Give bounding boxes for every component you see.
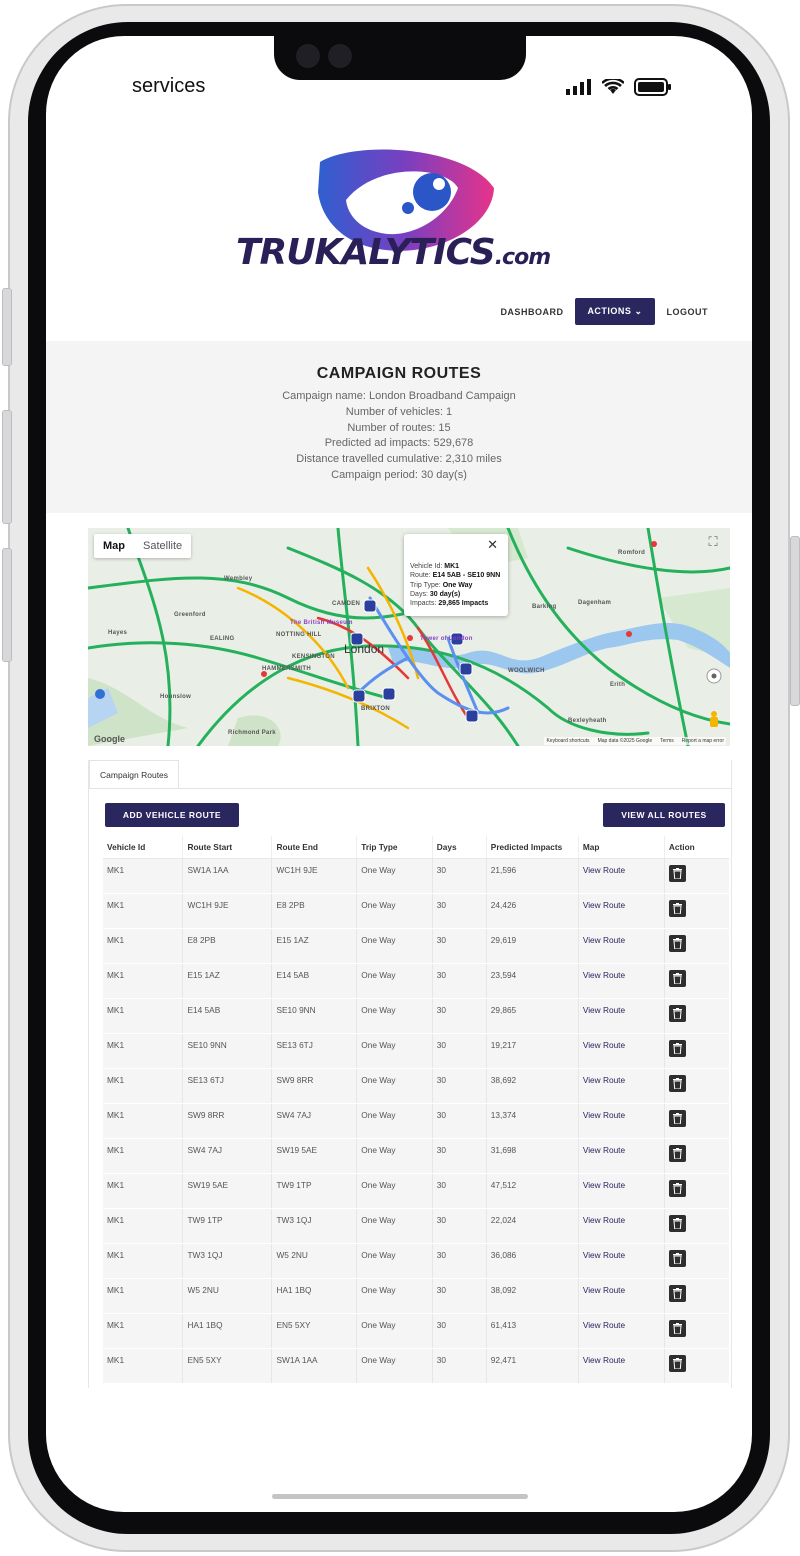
route-start-cell: TW3 1QJ: [183, 1244, 272, 1279]
vehicle-id-cell: MK1: [103, 1104, 183, 1139]
map-info-window: [404, 534, 508, 616]
view-route-link[interactable]: View Route: [578, 1244, 664, 1279]
route-end-cell: E14 5AB: [272, 964, 357, 999]
info-route-label: Route:: [410, 572, 433, 580]
map-label-richmond: Richmond Park: [228, 730, 276, 736]
table-row: [103, 1209, 729, 1244]
trash-icon[interactable]: [669, 1180, 686, 1197]
add-vehicle-route-button[interactable]: ADD VEHICLE ROUTE: [105, 803, 239, 827]
trip-type-cell: One Way: [357, 964, 433, 999]
trip-type-cell: One Way: [357, 929, 433, 964]
map-label-hounslow: Hounslow: [160, 694, 192, 700]
vehicle-id-cell: MK1: [103, 1209, 183, 1244]
logo-suffix: .com: [494, 245, 551, 270]
view-route-link[interactable]: View Route: [578, 999, 664, 1034]
vehicle-id-cell: MK1: [103, 1244, 183, 1279]
google-logo: Google: [94, 734, 125, 744]
status-icons: [566, 78, 672, 96]
column-header: Vehicle Id: [103, 836, 183, 859]
map-footer: [544, 737, 726, 745]
trash-icon[interactable]: [669, 1215, 686, 1232]
column-header: Trip Type: [357, 836, 433, 859]
route-end-cell: TW9 1TP: [272, 1174, 357, 1209]
route-end-cell: E15 1AZ: [272, 929, 357, 964]
trash-icon[interactable]: [669, 1005, 686, 1022]
map-label-brixton: BRIXTON: [361, 706, 390, 712]
action-cell: [664, 1244, 729, 1279]
wifi-icon: [602, 79, 624, 95]
route-map[interactable]: [88, 528, 730, 746]
trip-type-cell: One Way: [357, 859, 433, 894]
impacts-cell: 13,374: [486, 1104, 578, 1139]
vehicle-id-cell: MK1: [103, 1174, 183, 1209]
info-vehicle-label: Vehicle Id:: [410, 563, 445, 570]
table-row: [103, 1104, 729, 1139]
action-cell: [664, 894, 729, 929]
map-label-hayes: Hayes: [108, 630, 128, 636]
route-start-cell: SW4 7AJ: [183, 1139, 272, 1174]
info-vehicle: MK1: [444, 563, 460, 570]
table-row: [103, 929, 729, 964]
route-start-cell: WC1H 9JE: [183, 894, 272, 929]
impacts-cell: 38,092: [486, 1279, 578, 1314]
view-route-link[interactable]: View Route: [578, 929, 664, 964]
trash-icon[interactable]: [669, 1145, 686, 1162]
trash-icon[interactable]: [669, 1285, 686, 1302]
days-cell: 30: [432, 894, 486, 929]
days-cell: 30: [432, 859, 486, 894]
brand-logo-text: [236, 232, 550, 273]
action-cell: [664, 859, 729, 894]
route-end-cell: EN5 5XY: [272, 1314, 357, 1349]
impacts-cell: 29,619: [486, 929, 578, 964]
fullscreen-icon[interactable]: ⛶: [708, 534, 718, 549]
view-route-link[interactable]: View Route: [578, 1174, 664, 1209]
impacts-cell: 38,692: [486, 1069, 578, 1104]
route-start-cell: HA1 1BQ: [183, 1314, 272, 1349]
report-map-error-link[interactable]: Report a map error: [681, 738, 724, 744]
days-cell: 30: [432, 1139, 486, 1174]
route-end-cell: TW3 1QJ: [272, 1209, 357, 1244]
notch: [274, 36, 526, 80]
map-label-ealing: EALING: [210, 636, 235, 642]
battery-icon: [634, 78, 672, 96]
map-label-tower[interactable]: Tower of London: [420, 636, 473, 642]
map-tab-satellite[interactable]: Satellite: [143, 540, 183, 552]
map-label-romford: Romford: [618, 550, 646, 556]
home-indicator[interactable]: [272, 1494, 528, 1499]
column-header: Route Start: [183, 836, 272, 859]
trash-icon[interactable]: [669, 1320, 686, 1337]
action-cell: [664, 999, 729, 1034]
route-start-cell: SW1A 1AA: [183, 859, 272, 894]
map-label-notting-hill: NOTTING HILL: [276, 632, 322, 638]
info-trip: One Way: [442, 581, 473, 589]
volume-up-button: [2, 410, 12, 524]
table-row: [103, 1349, 729, 1384]
impacts-cell: 19,217: [486, 1034, 578, 1069]
map-label-kensington: KENSINGTON: [292, 654, 335, 660]
table-row: [103, 964, 729, 999]
route-end-cell: WC1H 9JE: [272, 859, 357, 894]
trash-icon[interactable]: [669, 900, 686, 917]
impacts-cell: 29,865: [486, 999, 578, 1034]
nav-logout[interactable]: LOGOUT: [666, 306, 708, 317]
mute-switch: [2, 288, 12, 366]
trip-type-cell: One Way: [357, 999, 433, 1034]
map-label-woolwich: WOOLWICH: [508, 668, 545, 674]
campaign-name: Campaign name: London Broadband Campaign: [282, 390, 516, 402]
info-trip-label: Trip Type:: [410, 581, 443, 589]
table-row: [103, 999, 729, 1034]
column-header: Action: [664, 836, 729, 859]
impacts-cell: 23,594: [486, 964, 578, 999]
info-days: 30 day(s): [429, 590, 461, 598]
vehicle-id-cell: MK1: [103, 1139, 183, 1174]
action-cell: [664, 1104, 729, 1139]
routes-table: [103, 836, 729, 1384]
close-icon[interactable]: ✕: [487, 537, 498, 552]
logo-main: TRUKALYTICS: [236, 232, 495, 273]
column-header: Map: [578, 836, 664, 859]
days-cell: 30: [432, 964, 486, 999]
trip-type-cell: One Way: [357, 1244, 433, 1279]
route-start-cell: E8 2PB: [183, 929, 272, 964]
route-end-cell: HA1 1BQ: [272, 1279, 357, 1314]
impacts-cell: 92,471: [486, 1349, 578, 1384]
trip-type-cell: One Way: [357, 1314, 433, 1349]
route-end-cell: E8 2PB: [272, 894, 357, 929]
map-label-dagenham: Dagenham: [578, 600, 612, 606]
route-start-cell: E14 5AB: [183, 999, 272, 1034]
map-tab-map[interactable]: Map: [103, 540, 125, 552]
trip-type-cell: One Way: [357, 894, 433, 929]
trash-icon[interactable]: [669, 970, 686, 987]
view-route-link[interactable]: View Route: [578, 1349, 664, 1384]
map-label-bexleyheath: Bexleyheath: [568, 718, 607, 724]
trash-icon[interactable]: [669, 1110, 686, 1127]
days-cell: 30: [432, 1349, 486, 1384]
column-header: Route End: [272, 836, 357, 859]
map-label-greenford: Greenford: [174, 612, 206, 618]
route-start-cell: TW9 1TP: [183, 1209, 272, 1244]
nav-actions-dropdown[interactable]: [575, 298, 654, 325]
route-count: Number of routes: 15: [347, 421, 451, 434]
view-route-link[interactable]: View Route: [578, 1314, 664, 1349]
vehicle-id-cell: MK1: [103, 929, 183, 964]
action-cell: [664, 1349, 729, 1384]
days-cell: 30: [432, 1279, 486, 1314]
vehicle-id-cell: MK1: [103, 1034, 183, 1069]
days-cell: 30: [432, 1244, 486, 1279]
table-row: [103, 1244, 729, 1279]
pegman-icon[interactable]: [708, 710, 720, 730]
route-start-cell: SE13 6TJ: [183, 1069, 272, 1104]
info-route: E14 5AB - SE10 9NN: [432, 572, 501, 580]
vehicle-id-cell: MK1: [103, 1349, 183, 1384]
action-cell: [664, 929, 729, 964]
volume-down-button: [2, 548, 12, 662]
days-cell: 30: [432, 1069, 486, 1104]
phone-screen: [46, 36, 752, 1512]
route-start-cell: SW9 8RR: [183, 1104, 272, 1139]
map-label-british-museum[interactable]: The British Museum: [290, 620, 353, 626]
impacts-cell: 24,426: [486, 894, 578, 929]
map-label-london: London: [344, 642, 385, 656]
table-row: [103, 1174, 729, 1209]
chevron-down-icon: ⌄: [634, 306, 643, 316]
days-cell: 30: [432, 929, 486, 964]
action-cell: [664, 1209, 729, 1244]
page-title: CAMPAIGN ROUTES: [316, 365, 482, 382]
impacts-cell: 47,512: [486, 1174, 578, 1209]
table-header-row: [103, 836, 729, 859]
route-end-cell: SE10 9NN: [272, 999, 357, 1034]
vehicle-id-cell: MK1: [103, 894, 183, 929]
route-end-cell: SW19 5AE: [272, 1139, 357, 1174]
action-cell: [664, 1069, 729, 1104]
routes-panel: [88, 760, 732, 1388]
table-body: [103, 859, 729, 1384]
action-cell: [664, 1279, 729, 1314]
tab-campaign-routes[interactable]: Campaign Routes: [89, 760, 179, 789]
trash-icon[interactable]: [669, 1250, 686, 1267]
trip-type-cell: One Way: [357, 1069, 433, 1104]
vehicle-id-cell: MK1: [103, 964, 183, 999]
column-header: Days: [432, 836, 486, 859]
trip-type-cell: One Way: [357, 1349, 433, 1384]
trip-type-cell: One Way: [357, 1174, 433, 1209]
nav-dashboard[interactable]: DASHBOARD: [500, 306, 564, 317]
location-icon[interactable]: [706, 668, 722, 684]
days-cell: 30: [432, 1034, 486, 1069]
route-start-cell: E15 1AZ: [183, 964, 272, 999]
camera-icon: [296, 44, 320, 68]
view-route-link[interactable]: View Route: [578, 894, 664, 929]
trip-type-cell: One Way: [357, 1034, 433, 1069]
action-cell: [664, 1174, 729, 1209]
vehicle-count: Number of vehicles: 1: [345, 405, 453, 418]
route-end-cell: SW1A 1AA: [272, 1349, 357, 1384]
vehicle-id-cell: MK1: [103, 1279, 183, 1314]
info-impacts-label: Impacts:: [410, 600, 439, 608]
action-cell: [664, 964, 729, 999]
nav-actions-label: ACTIONS: [587, 306, 632, 316]
campaign-period: Campaign period: 30 day(s): [331, 468, 467, 481]
map-label-barking: Barking: [532, 604, 557, 610]
impacts-cell: 36,086: [486, 1244, 578, 1279]
trip-type-cell: One Way: [357, 1279, 433, 1314]
route-end-cell: W5 2NU: [272, 1244, 357, 1279]
trash-icon[interactable]: [669, 865, 686, 882]
trip-type-cell: One Way: [357, 1209, 433, 1244]
table-row: [103, 1314, 729, 1349]
action-cell: [664, 1139, 729, 1174]
view-route-link[interactable]: View Route: [578, 859, 664, 894]
status-carrier: services: [132, 75, 206, 97]
route-end-cell: SW9 8RR: [272, 1069, 357, 1104]
map-label-hammersmith: HAMMERSMITH: [262, 666, 311, 672]
signal-icon: [566, 79, 592, 95]
info-days-label: Days:: [410, 590, 430, 598]
map-label-erith: Erith: [610, 682, 626, 688]
trash-icon[interactable]: [669, 1075, 686, 1092]
days-cell: 30: [432, 1209, 486, 1244]
view-route-link[interactable]: View Route: [578, 1139, 664, 1174]
trip-type-cell: One Way: [357, 1139, 433, 1174]
top-nav: [496, 298, 712, 325]
route-end-cell: SW4 7AJ: [272, 1104, 357, 1139]
sensor-icon: [328, 44, 352, 68]
vehicle-id-cell: MK1: [103, 999, 183, 1034]
vehicle-id-cell: MK1: [103, 859, 183, 894]
trash-icon[interactable]: [669, 935, 686, 952]
trash-icon[interactable]: [669, 1040, 686, 1057]
route-end-cell: SE13 6TJ: [272, 1034, 357, 1069]
days-cell: 30: [432, 1314, 486, 1349]
table-row: [103, 1034, 729, 1069]
days-cell: 30: [432, 1174, 486, 1209]
route-start-cell: SE10 9NN: [183, 1034, 272, 1069]
map-label-wembley: Wembley: [224, 576, 253, 582]
impacts-cell: 61,413: [486, 1314, 578, 1349]
terms-link[interactable]: Terms: [660, 738, 674, 744]
info-impacts: 29,865 Impacts: [438, 600, 489, 608]
view-route-link[interactable]: View Route: [578, 1209, 664, 1244]
trip-type-cell: One Way: [357, 1104, 433, 1139]
impacts-cell: 21,596: [486, 859, 578, 894]
impacts-cell: 31,698: [486, 1139, 578, 1174]
days-cell: 30: [432, 1104, 486, 1139]
map-label-camden: CAMDEN: [332, 601, 361, 607]
tab-divider: [89, 788, 731, 789]
vehicle-id-cell: MK1: [103, 1069, 183, 1104]
map-type-toggle: [94, 534, 191, 558]
vehicle-id-cell: MK1: [103, 1314, 183, 1349]
table-row: [103, 859, 729, 894]
view-route-link[interactable]: View Route: [578, 1104, 664, 1139]
keyboard-shortcuts-link[interactable]: Keyboard shortcuts: [546, 738, 590, 744]
view-route-link[interactable]: View Route: [578, 1069, 664, 1104]
table-row: [103, 1279, 729, 1314]
table-row: [103, 894, 729, 929]
view-all-routes-button[interactable]: VIEW ALL ROUTES: [603, 803, 725, 827]
table-row: [103, 1069, 729, 1104]
trash-icon[interactable]: [669, 1355, 686, 1372]
column-header: Predicted Impacts: [486, 836, 578, 859]
view-route-link[interactable]: View Route: [578, 1279, 664, 1314]
route-start-cell: EN5 5XY: [183, 1349, 272, 1384]
action-cell: [664, 1314, 729, 1349]
route-start-cell: W5 2NU: [183, 1279, 272, 1314]
action-cell: [664, 1034, 729, 1069]
view-route-link[interactable]: View Route: [578, 1034, 664, 1069]
map-data-attribution: Map data ©2025 Google: [597, 738, 653, 744]
view-route-link[interactable]: View Route: [578, 964, 664, 999]
predicted-impacts: Predicted ad impacts: 529,678: [324, 437, 474, 450]
power-button: [790, 536, 800, 706]
distance-travelled: Distance travelled cumulative: 2,310 miles: [296, 453, 502, 466]
table-row: [103, 1139, 729, 1174]
route-start-cell: SW19 5AE: [183, 1174, 272, 1209]
impacts-cell: 22,024: [486, 1209, 578, 1244]
campaign-summary: [46, 341, 752, 513]
days-cell: 30: [432, 999, 486, 1034]
